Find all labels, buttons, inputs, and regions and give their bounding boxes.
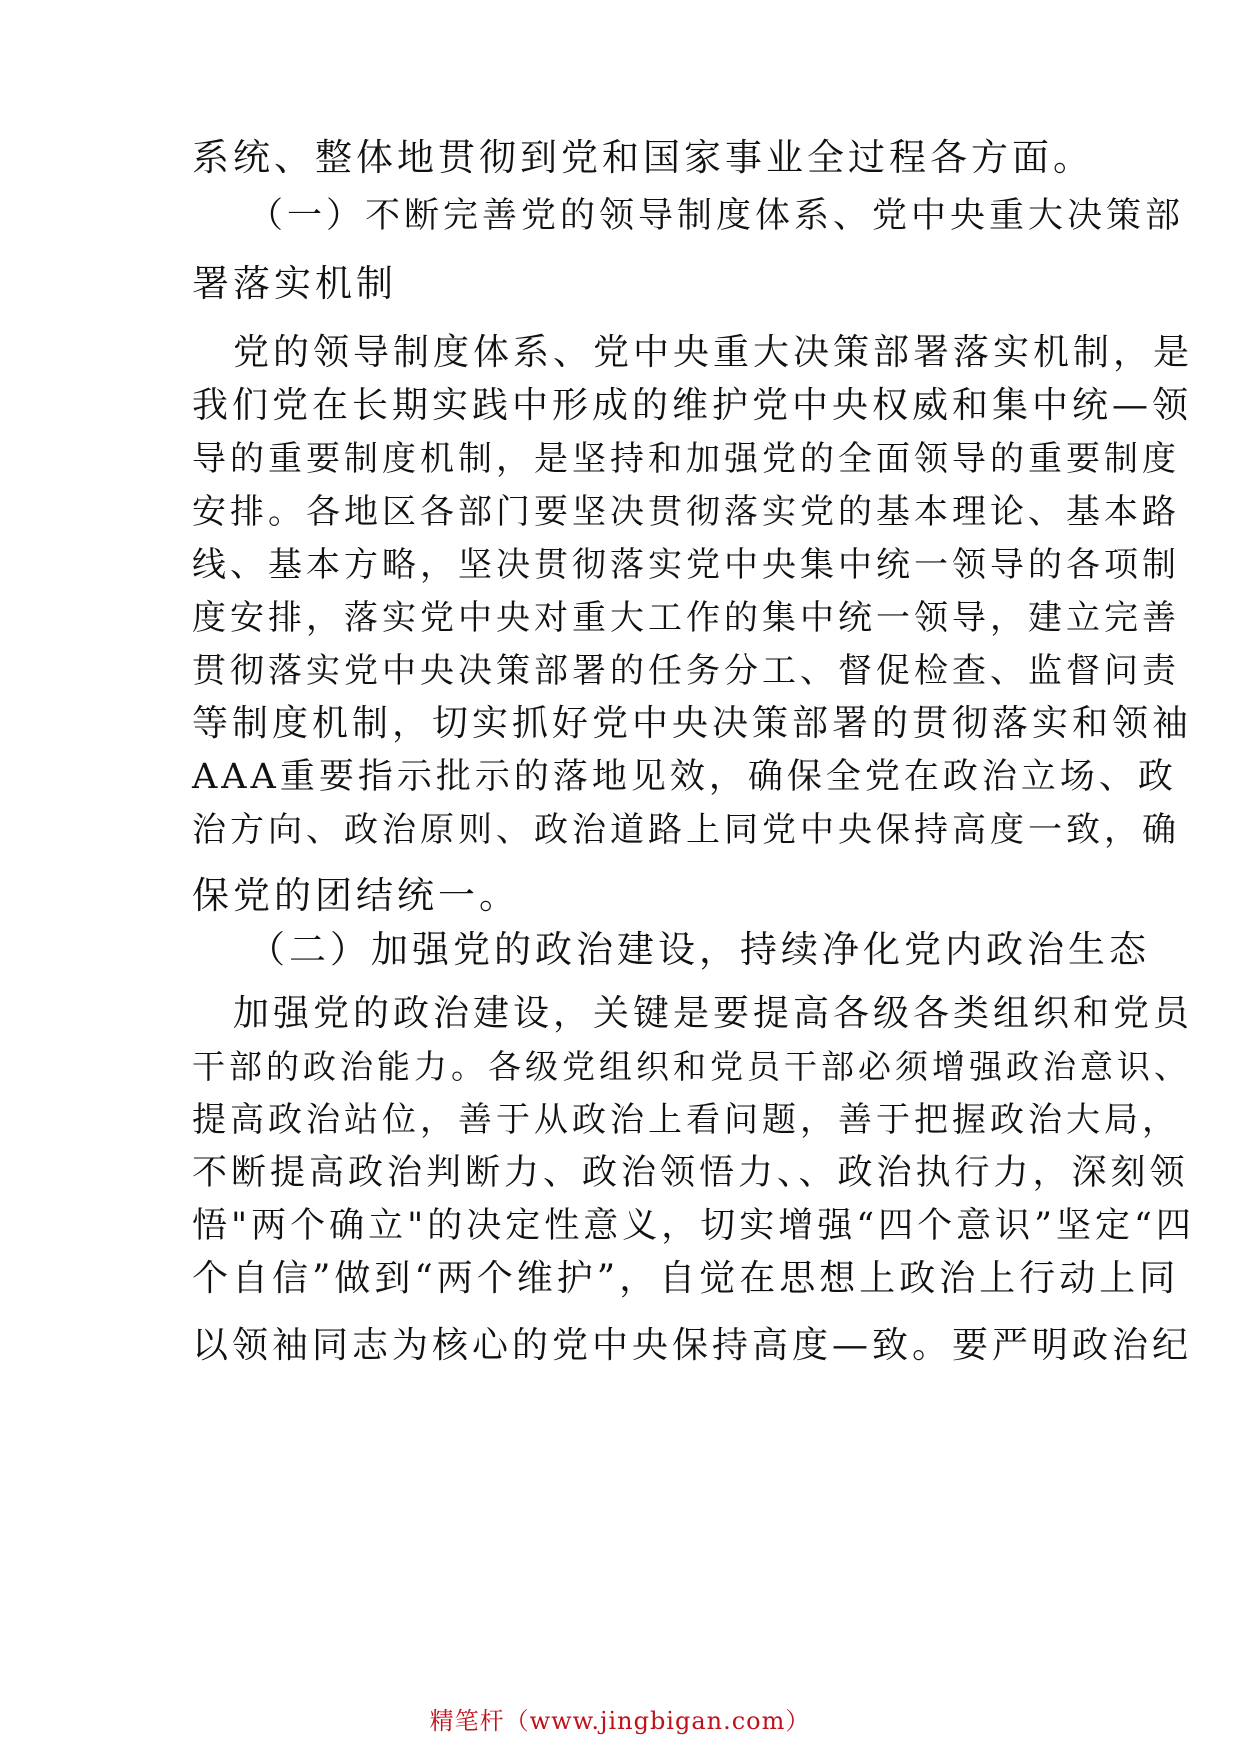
- body-text-line: 线、基本方略，坚决贯彻落实党中央集中统一领导的各项制: [192, 545, 1180, 585]
- body-text-line: 以领袖同志为核心的党中央保持高度—致。要严明政治纪: [192, 1325, 1193, 1366]
- body-text-line: 保党的团结统一。: [192, 874, 520, 917]
- body-text-line: 我们党在长期实践中形成的维护党中央权威和集中统—领: [192, 385, 1193, 426]
- body-text-line: 悟"两个确立"的决定性意义，切实增强“四个意识”坚定“四: [192, 1206, 1195, 1246]
- body-text-line: 个自信”做到“两个维护”，自觉在思想上政治上行动上同: [192, 1258, 1180, 1299]
- section-heading-2: （二）加强党的政治建设，持续净化党内政治生态: [248, 928, 1150, 971]
- body-text-line: 度安排，落实党中央对重大工作的集中统一领导，建立完善: [192, 598, 1180, 638]
- body-text-line: 加强党的政治建设，关键是要提高各级各类组织和党员: [233, 993, 1194, 1034]
- section-heading-1: （一）不断完善党的领导制度体系、党中央重大决策部: [248, 196, 1185, 236]
- footer-watermark: 精笔杆（www.jingbigan.com）: [429, 1707, 811, 1735]
- body-text-line: 贯彻落实党中央决策部署的任务分工、督促检查、监督问责: [192, 651, 1180, 691]
- body-text-line: 导的重要制度机制，是坚持和加强党的全面领导的重要制度: [192, 439, 1180, 479]
- body-text-line: 提高政治站位，善于从政治上看问题，善于把握政治大局，: [192, 1100, 1180, 1140]
- body-text-line: 等制度机制，切实抓好党中央决策部署的贯彻落实和领袖: [192, 703, 1193, 744]
- body-text-line: 干部的政治能力。各级党组织和党员干部必须增强政治意识、: [192, 1047, 1191, 1086]
- body-text-line: 不断提高政治判断力、政治领悟力、、政治执行力，深刻领: [192, 1153, 1189, 1193]
- body-text-line: 安排。各地区各部门要坚决贯彻落实党的基本理论、基本路: [192, 492, 1180, 532]
- body-text-line: 党的领导制度体系、党中央重大决策部署落实机制，是: [233, 332, 1194, 373]
- body-text-line: AAA重要指示批示的落地见效，确保全党在政治立场、政: [192, 757, 1177, 797]
- body-text-line: 治方向、政治原则、政治道路上同党中央保持高度一致，确: [192, 810, 1180, 850]
- section-heading-1-continued: 署落实机制: [192, 262, 397, 305]
- body-text-line: 系统、整体地贯彻到党和国家事业全过程各方面。: [192, 136, 1094, 179]
